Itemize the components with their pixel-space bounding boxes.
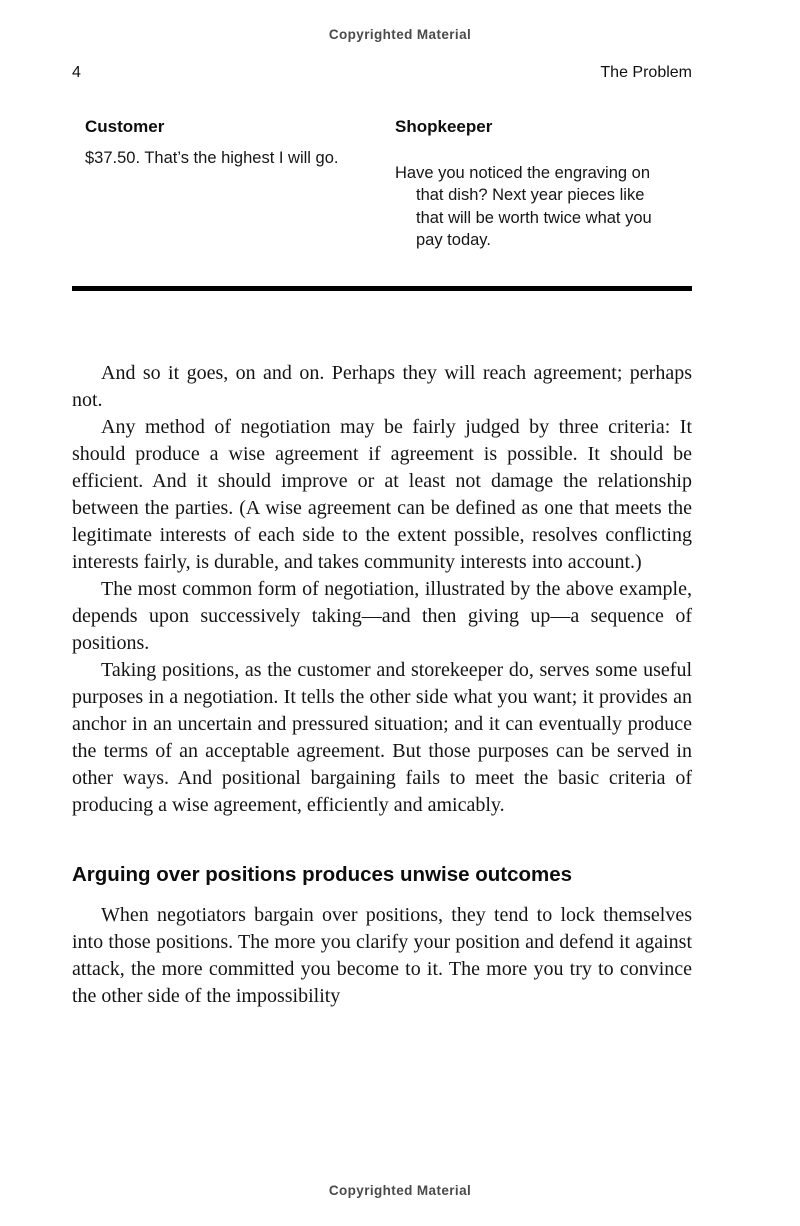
customer-column-header: Customer bbox=[85, 117, 165, 136]
body-paragraph: And so it goes, on and on. Perhaps they will reach agreement; perhaps not. bbox=[72, 362, 692, 411]
shopkeeper-column bbox=[395, 116, 667, 252]
shopkeeper-dialogue-line: Have you noticed the engraving on that dish? Next year pieces like that will be worth twice what you pay today. bbox=[395, 163, 652, 249]
body-paragraph: Any method of negotiation may be fairly judged by three criteria: It should produce a wise agreement if agreement is possible. It should be efficient. And it should improve or at least not damage the relationship between the parties. (A wise agreement can be defined as one that meets the legitimate interests of each side to the extent possible, resolves conflicting interests fairly, is durable, and takes community interests into account.) bbox=[72, 416, 692, 573]
copyright-notice-top: Copyrighted Material bbox=[328, 27, 472, 42]
dialogue-table bbox=[85, 116, 692, 252]
divider-rule bbox=[72, 286, 692, 291]
running-header bbox=[72, 64, 692, 82]
running-title: The Problem bbox=[600, 64, 692, 81]
body-paragraph: When negotiators bargain over positions, they tend to lock themselves into those positions. The more you clarify your position and defend it against attack, the more committed you become to it. The more you try to convince the other side of the impossibility bbox=[72, 904, 692, 1007]
copyright-notice-bottom: Copyrighted Material bbox=[328, 1183, 472, 1198]
shopkeeper-column-header: Shopkeeper bbox=[395, 117, 493, 136]
customer-dialogue-line: $37.50. That’s the highest I will go. bbox=[85, 148, 339, 167]
customer-column bbox=[85, 116, 347, 252]
page-number: 4 bbox=[72, 64, 81, 81]
body-paragraph: The most common form of negotiation, illustrated by the above example, depends upon successively taking—and then giving up—a sequence of positions. bbox=[72, 578, 692, 654]
body-paragraph: Taking positions, as the customer and storekeeper do, serves some useful purposes in a negotiation. It tells the other side what you want; it provides an anchor in an uncertain and pressured situation; and it can eventually produce the terms of an acceptable agreement. But those purposes can be served in other ways. And positional bargaining fails to meet the basic criteria of producing a wise agreement, efficiently and amicably. bbox=[72, 659, 692, 816]
body-text bbox=[72, 360, 692, 1010]
section-heading: Arguing over positions produces unwise outcomes bbox=[72, 863, 573, 886]
